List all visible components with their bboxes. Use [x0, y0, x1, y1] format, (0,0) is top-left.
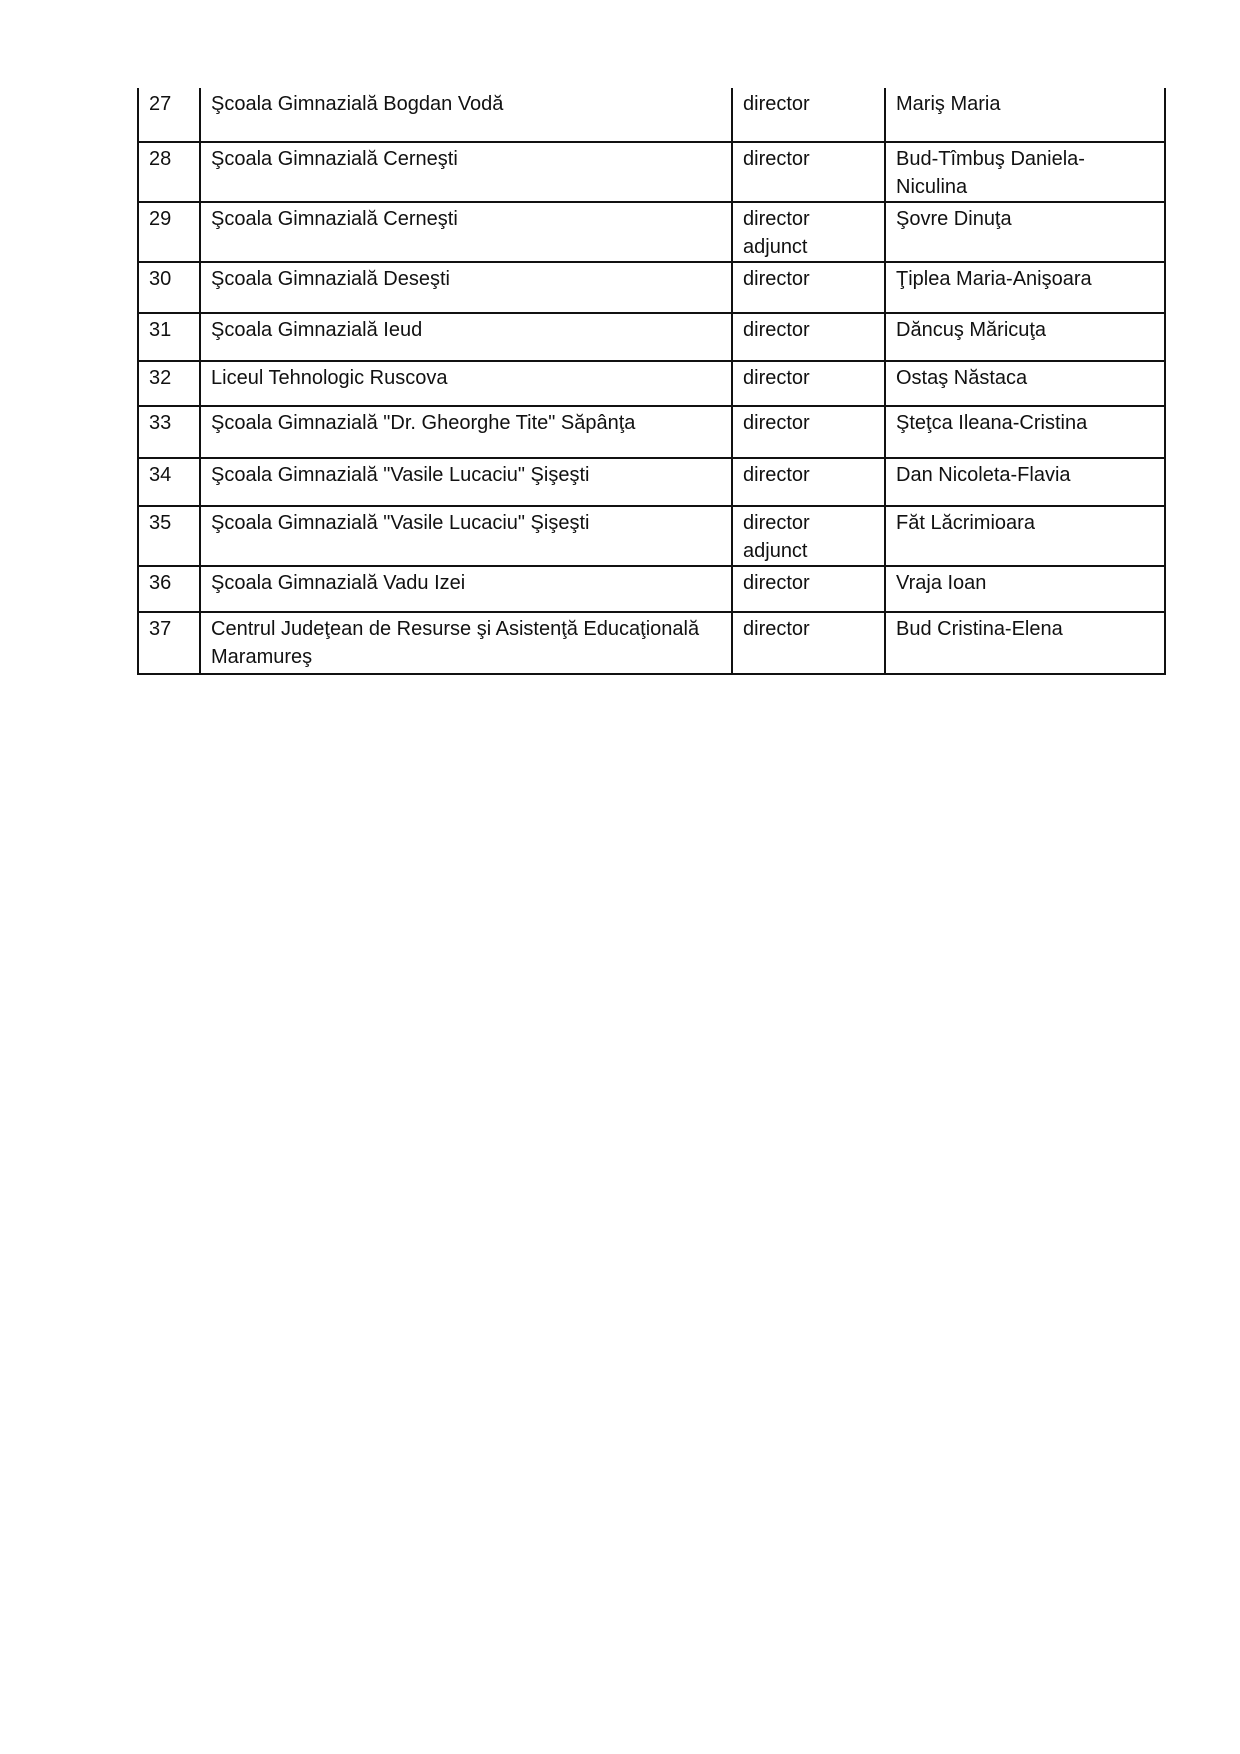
role: director	[732, 88, 885, 142]
role: director adjunct	[732, 202, 885, 262]
school-name: Şcoala Gimnazială Ieud	[200, 313, 732, 361]
table-row	[138, 88, 1165, 142]
role: director	[732, 458, 885, 506]
person-name: Ostaş Năstaca	[885, 361, 1165, 406]
table-row	[138, 506, 1165, 566]
role: director adjunct	[732, 506, 885, 566]
school-name: Şcoala Gimnazială "Vasile Lucaciu" Şişeşti	[200, 458, 732, 506]
role: director	[732, 406, 885, 458]
table-row	[138, 612, 1165, 674]
table-row	[138, 202, 1165, 262]
person-name: Ţiplea Maria-Anişoara	[885, 262, 1165, 313]
row-number: 30	[138, 262, 200, 313]
school-name: Şcoala Gimnazială Bogdan Vodă	[200, 88, 732, 142]
table-row	[138, 361, 1165, 406]
person-name: Dăncuş Măricuţa	[885, 313, 1165, 361]
table-row	[138, 313, 1165, 361]
role: director	[732, 361, 885, 406]
school-name: Şcoala Gimnazială Vadu Izei	[200, 566, 732, 612]
row-number: 34	[138, 458, 200, 506]
directors-table	[137, 88, 1166, 675]
row-number: 27	[138, 88, 200, 142]
role: director	[732, 142, 885, 202]
table-row	[138, 458, 1165, 506]
school-name: Şcoala Gimnazială "Dr. Gheorghe Tite" Săpânţa	[200, 406, 732, 458]
person-name: Făt Lăcrimioara	[885, 506, 1165, 566]
school-name: Liceul Tehnologic Ruscova	[200, 361, 732, 406]
person-name: Şteţca Ileana-Cristina	[885, 406, 1165, 458]
role: director	[732, 566, 885, 612]
school-name: Şcoala Gimnazială Cerneşti	[200, 202, 732, 262]
row-number: 35	[138, 506, 200, 566]
person-name: Şovre Dinuţa	[885, 202, 1165, 262]
school-name: Şcoala Gimnazială Cerneşti	[200, 142, 732, 202]
row-number: 28	[138, 142, 200, 202]
row-number: 36	[138, 566, 200, 612]
role: director	[732, 262, 885, 313]
row-number: 31	[138, 313, 200, 361]
person-name: Dan Nicoleta-Flavia	[885, 458, 1165, 506]
table-row	[138, 406, 1165, 458]
role: director	[732, 313, 885, 361]
row-number: 29	[138, 202, 200, 262]
school-name: Şcoala Gimnazială Deseşti	[200, 262, 732, 313]
person-name: Bud-Tîmbuş Daniela-Niculina	[885, 142, 1165, 202]
row-number: 32	[138, 361, 200, 406]
person-name: Vraja Ioan	[885, 566, 1165, 612]
role: director	[732, 612, 885, 674]
row-number: 33	[138, 406, 200, 458]
person-name: Bud Cristina-Elena	[885, 612, 1165, 674]
table-row	[138, 566, 1165, 612]
school-name: Şcoala Gimnazială "Vasile Lucaciu" Şişeşti	[200, 506, 732, 566]
school-name: Centrul Judeţean de Resurse şi Asistenţă Educaţională Maramureş	[200, 612, 732, 674]
row-number: 37	[138, 612, 200, 674]
table-row	[138, 142, 1165, 202]
person-name: Mariş Maria	[885, 88, 1165, 142]
table-row	[138, 262, 1165, 313]
